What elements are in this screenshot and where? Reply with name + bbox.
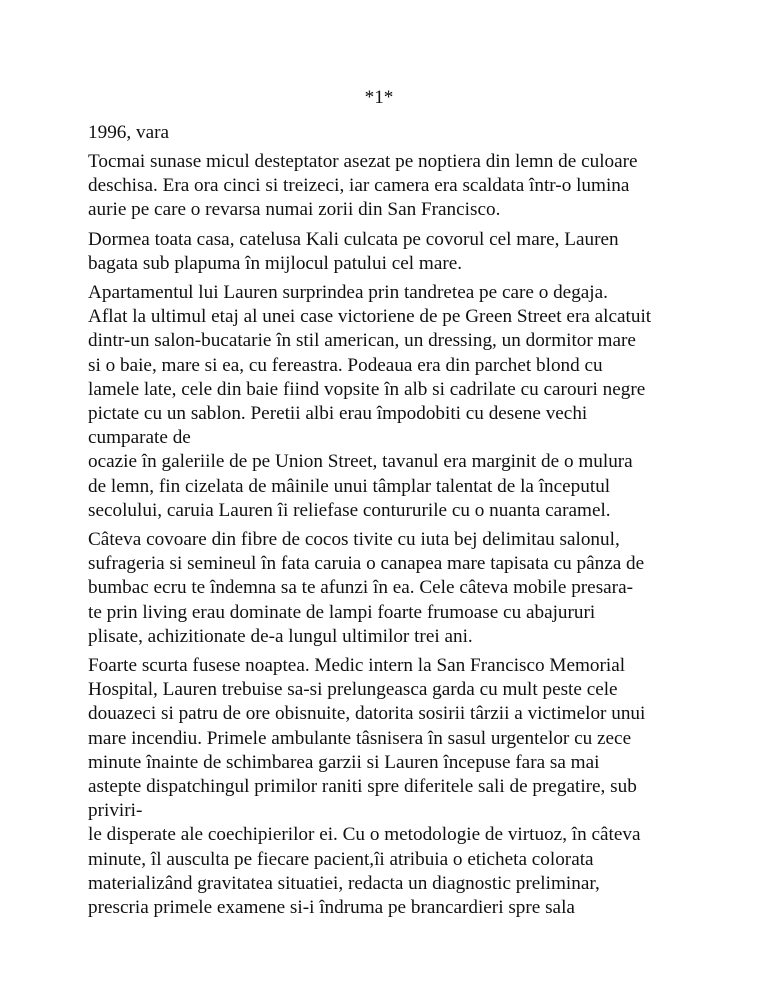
section-heading: 1996, vara — [88, 122, 169, 143]
text-line: si o baie, mare si ea, cu fereastra. Podeaua era din parchet blond cu — [88, 354, 603, 376]
text-line: Câteva covoare din fibre de cocos tivite cu iuta bej delimitau salonul, — [88, 529, 620, 551]
text-line: astepte dispatchingul primilor raniti spre diferitele sali de pregatire, sub — [88, 776, 637, 798]
text-line: prescria primele examene si-i îndruma pe brancardieri spre sala — [88, 897, 575, 919]
document-page — [88, 86, 688, 925]
text-line: minute înainte de schimbarea garzii si Lauren începuse fara sa mai — [88, 751, 600, 773]
text-line: secolului, caruia Lauren îi reliefase contururile cu o nuanta caramel. — [88, 499, 611, 521]
text-line: douazeci si patru de ore obisnuite, datorita sosirii târzii a victimelor unui — [88, 703, 646, 725]
paragraph — [88, 654, 688, 920]
text-line: Apartamentul lui Lauren surprindea prin tandretea pe care o degaja. — [88, 282, 608, 304]
text-line: pictate cu un sablon. Peretii albi erau împodobiti cu desene vechi — [88, 403, 588, 425]
text-line: aurie pe care o revarsa numai zorii din San Francisco. — [88, 199, 501, 221]
text-line: cumparate de — [88, 427, 191, 449]
text-line: de lemn, fin cizelata de mâinile unui tâmplar talentat de la începutul — [88, 475, 611, 497]
body-text — [88, 150, 688, 920]
text-line: sufrageria si semineul în fata caruia o canapea mare tapisata cu pânza de — [88, 553, 645, 575]
text-line: le disperate ale coechipierilor ei. Cu o metodologie de virtuoz, în câteva — [88, 824, 641, 846]
text-line: bagata sub plapuma în mijlocul patului cel mare. — [88, 252, 463, 274]
paragraph — [88, 150, 688, 223]
text-line: Tocmai sunase micul desteptator asezat pe noptiera din lemn de culoare — [88, 151, 638, 172]
chapter-number: *1* — [364, 87, 394, 108]
text-line: Dormea toata casa, catelusa Kali culcata pe covorul cel mare, Lauren — [88, 228, 619, 250]
text-line: ocazie în galeriile de pe Union Street, tavanul era marginit de o mulura — [88, 451, 633, 473]
text-line: mare incendiu. Primele ambulante tâsnisera în sasul urgentelor cu zece — [88, 727, 632, 749]
text-line: materializând gravitatea situatiei, redacta un diagnostic preliminar, — [88, 872, 600, 894]
paragraph — [88, 528, 688, 649]
text-line: Aflat la ultimul etaj al unei case victoriene de pe Green Street era alcatuit — [88, 306, 652, 328]
paragraph — [88, 281, 688, 523]
text-line: bumbac ecru te îndemna sa te afunzi în ea. Cele câteva mobile presara- — [88, 577, 633, 599]
text-line: Foarte scurta fusese noaptea. Medic intern la San Francisco Memorial — [88, 655, 626, 677]
text-line: plisate, achizitionate de-a lungul ultimilor trei ani. — [88, 625, 473, 647]
text-line: minute, îl ausculta pe fiecare pacient,îi atribuia o eticheta colorata — [88, 848, 594, 870]
text-line: Hospital, Lauren trebuise sa-si prelungeasca garda cu mult peste cele — [88, 679, 618, 701]
text-line: dintr-un salon-bucatarie în stil american, un dressing, un dormitor mare — [88, 330, 636, 352]
paragraph — [88, 228, 688, 276]
text-line: lamele late, cele din baie fiind vopsite în alb si cadrilate cu carouri negre — [88, 378, 646, 400]
text-line: priviri- — [88, 800, 143, 822]
text-line: te prin living erau dominate de lampi foarte frumoase cu abajururi — [88, 601, 596, 623]
text-line: deschisa. Era ora cinci si treizeci, iar camera era scaldata într-o lumina — [88, 175, 630, 197]
